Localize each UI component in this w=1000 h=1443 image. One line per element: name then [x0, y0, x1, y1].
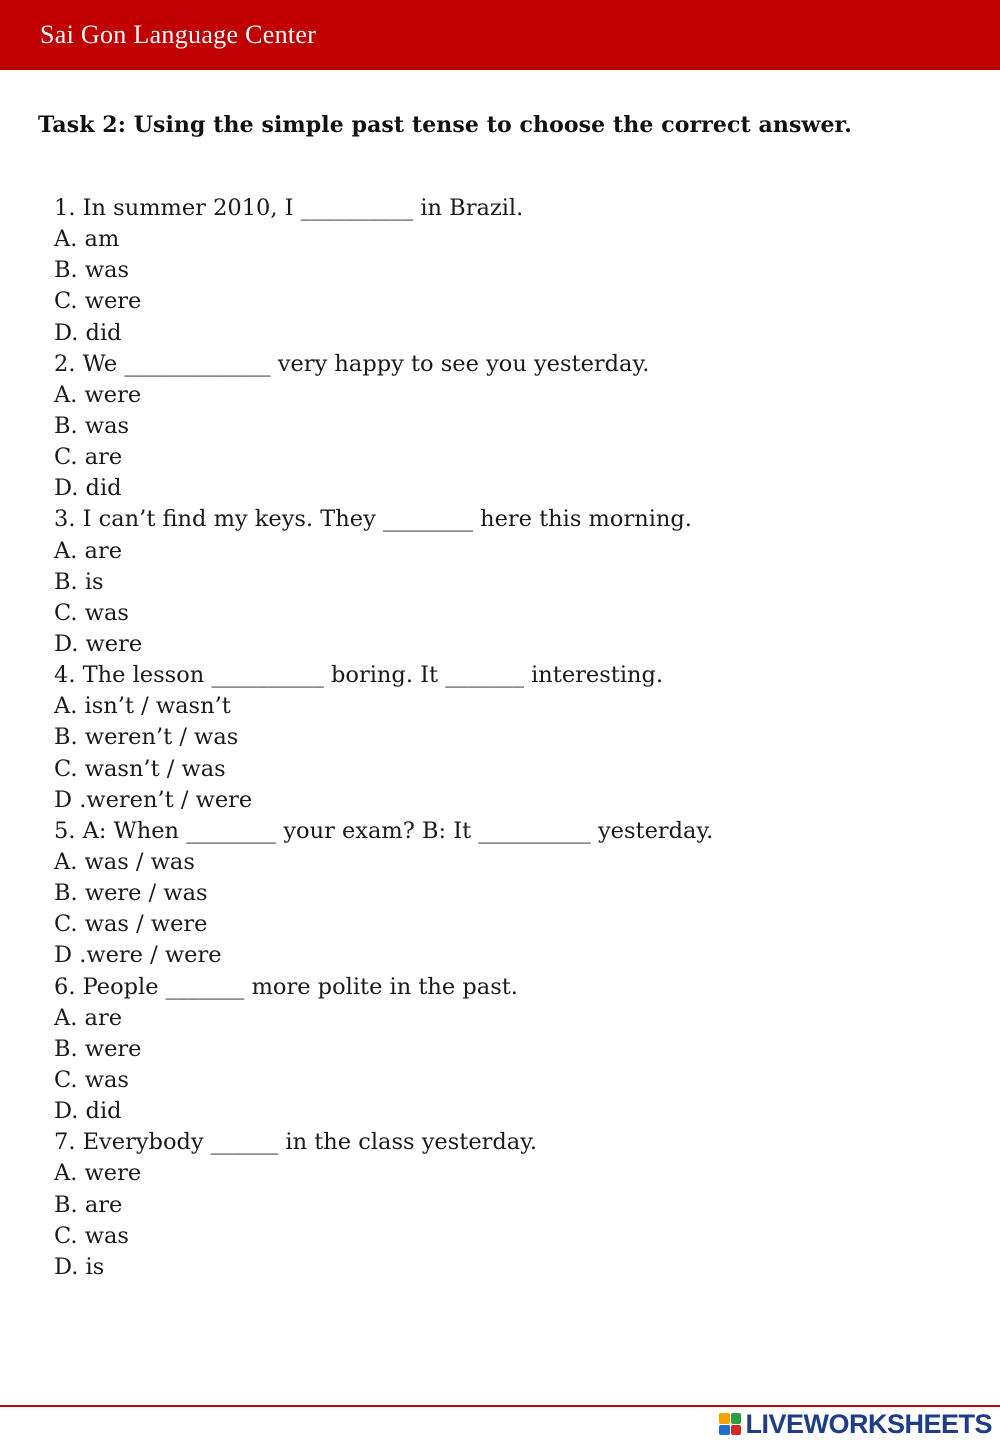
answer-option[interactable]: C. was [54, 599, 129, 626]
answer-option[interactable]: A. are [54, 537, 123, 564]
answer-option[interactable]: A. was / was [54, 848, 195, 875]
answer-option[interactable]: C. was [54, 1066, 129, 1093]
answer-option[interactable]: B. is [54, 568, 104, 595]
answer-option[interactable]: D .were / were [54, 942, 222, 969]
answer-option[interactable]: B. was [54, 257, 130, 284]
center-name: Sai Gon Language Center [40, 20, 317, 49]
question-text: 3. I can’t find my keys. They ________ here this morning. [54, 506, 692, 533]
answer-option[interactable]: B. were / was [54, 880, 208, 907]
answer-option[interactable]: B. were [54, 1035, 142, 1062]
answer-option[interactable]: D. is [54, 1253, 105, 1280]
answer-option[interactable]: D. did [54, 319, 122, 346]
answer-option[interactable]: A. are [54, 1004, 123, 1031]
answer-option[interactable]: C. were [54, 288, 142, 315]
liveworksheets-logo[interactable] [719, 1408, 992, 1440]
task-title: Task 2: Using the simple past tense to choose the correct answer. [38, 112, 852, 138]
question-text: 6. People _______ more polite in the past. [54, 973, 518, 1000]
question-text: 2. We _____________ very happy to see you yesterday. [54, 350, 650, 377]
answer-option[interactable]: A. were [54, 1160, 142, 1187]
question-text: 4. The lesson __________ boring. It _______ interesting. [54, 662, 664, 689]
brand-name: LIVEWORKSHEETS [745, 1408, 992, 1439]
answer-option[interactable]: A. isn’t / wasn’t [54, 693, 231, 720]
question-text: 7. Everybody ______ in the class yesterday. [54, 1129, 538, 1156]
answer-option[interactable]: D. were [54, 630, 143, 657]
header-bar [0, 0, 1000, 70]
answer-option[interactable]: B. weren’t / was [54, 724, 239, 751]
answer-option[interactable]: D. did [54, 1098, 122, 1125]
answer-option[interactable]: B. are [54, 1191, 123, 1218]
question-text: 1. In summer 2010, I __________ in Brazil. [54, 195, 524, 221]
answer-option[interactable]: D. did [54, 475, 122, 502]
question-list [54, 193, 954, 1283]
answer-option[interactable]: C. are [54, 444, 123, 471]
answer-option[interactable]: B. was [54, 412, 130, 439]
answer-option[interactable]: C. wasn’t / was [54, 755, 226, 782]
answer-option[interactable]: D .weren’t / were [54, 786, 253, 813]
answer-option[interactable]: C. was / were [54, 911, 208, 938]
liveworksheets-icon [719, 1413, 741, 1435]
answer-option[interactable]: A. am [54, 226, 120, 253]
answer-option[interactable]: A. were [54, 381, 142, 408]
question-text: 5. A: When ________ your exam? B: It __________ yesterday. [54, 817, 714, 844]
answer-option[interactable]: C. was [54, 1222, 129, 1249]
footer-divider [0, 1405, 1000, 1407]
